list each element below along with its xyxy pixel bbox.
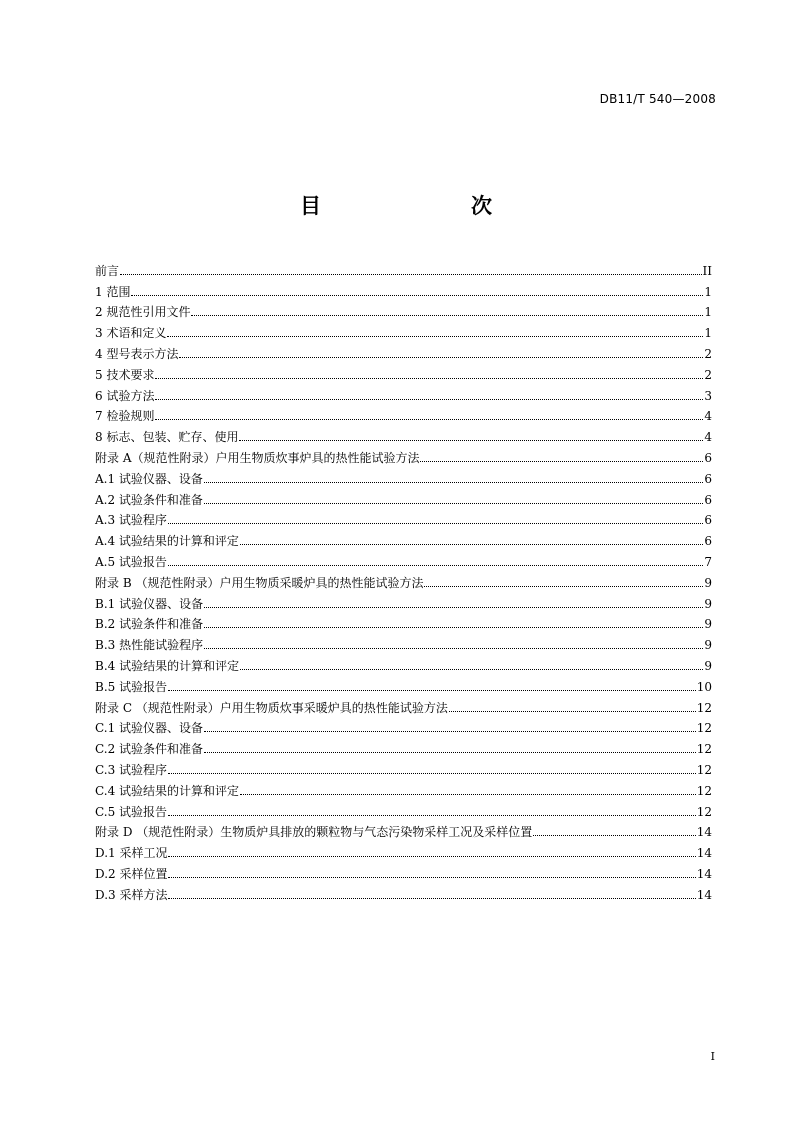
toc-entry[interactable] [95, 881, 712, 902]
toc-entry-label: 附录 D （规范性附录）生物质炉具排放的颗粒物与气态污染物采样工况及采样位置 [95, 825, 533, 840]
toc-entry-page: 1 [704, 326, 712, 341]
toc-entry-label: 前言 [95, 263, 120, 278]
toc-entry[interactable] [95, 611, 712, 632]
toc-entry-page: 6 [704, 471, 712, 486]
toc-entry[interactable] [95, 507, 712, 528]
toc-entry[interactable] [95, 839, 712, 860]
toc-entry-page: 1 [704, 284, 712, 299]
toc-dot-leader [168, 814, 696, 816]
toc-dot-leader [204, 647, 703, 649]
toc-dot-leader [168, 564, 703, 566]
toc-entry-label: A.5 试验报告 [95, 554, 167, 569]
toc-entry-label: 6 试验方法 [95, 388, 155, 403]
toc-entry-page: 2 [704, 367, 712, 382]
toc-entry[interactable] [95, 278, 712, 299]
toc-dot-leader [155, 377, 703, 379]
toc-entry-page: 2 [704, 346, 712, 361]
toc-entry[interactable] [95, 673, 712, 694]
toc-dot-leader [168, 897, 695, 899]
toc-entry[interactable] [95, 715, 712, 736]
toc-entry[interactable] [95, 361, 712, 382]
toc-entry-label: B.5 试验报告 [95, 679, 168, 694]
toc-entry-label: A.2 试验条件和准备 [95, 492, 203, 507]
toc-entry-page: 7 [704, 554, 712, 569]
toc-entry[interactable] [95, 756, 712, 777]
toc-dot-leader [155, 398, 703, 400]
toc-entry[interactable] [95, 548, 712, 569]
toc-dot-leader [167, 335, 703, 337]
toc-entry-page: 6 [704, 513, 712, 528]
toc-entry[interactable] [95, 257, 712, 278]
toc-entry-page: 12 [696, 804, 712, 819]
toc-entry-page: 9 [704, 596, 712, 611]
toc-dot-leader [204, 502, 703, 504]
toc-entry-label: 4 型号表示方法 [95, 346, 179, 361]
toc-dot-leader [240, 543, 703, 545]
toc-entry-label: B.4 试验结果的计算和评定 [95, 658, 240, 673]
toc-entry[interactable] [95, 444, 712, 465]
toc-dot-leader [168, 689, 696, 691]
toc-dot-leader [191, 314, 703, 316]
toc-entry[interactable] [95, 299, 712, 320]
toc-entry-label: 3 术语和定义 [95, 326, 167, 341]
toc-entry-label: A.3 试验程序 [95, 513, 167, 528]
toc-entry-label: B.2 试验条件和准备 [95, 617, 204, 632]
toc-entry-page: 12 [696, 721, 712, 736]
toc-entry-label: 7 检验规则 [95, 409, 155, 424]
toc-dot-leader [168, 522, 703, 524]
toc-entry[interactable] [95, 423, 712, 444]
toc-entry-label: 附录 C （规范性附录）户用生物质炊事采暖炉具的热性能试验方法 [95, 700, 448, 715]
toc-entry[interactable] [95, 631, 712, 652]
toc-entry-label: 2 规范性引用文件 [95, 305, 191, 320]
toc-entry-page: 6 [704, 534, 712, 549]
toc-dot-leader [204, 606, 703, 608]
toc-entry-label: 8 标志、包装、贮存、使用 [95, 430, 239, 445]
page-title: 目 次 [300, 194, 528, 218]
toc-entry-page: 12 [696, 762, 712, 777]
toc-entry-label: D.3 采样方法 [95, 887, 168, 902]
toc-entry-label: C.1 试验仪器、设备 [95, 721, 204, 736]
toc-entry-label: 附录 B （规范性附录）户用生物质采暖炉具的热性能试验方法 [95, 575, 424, 590]
toc-entry-page: 14 [696, 866, 712, 881]
toc-entry-label: C.4 试验结果的计算和评定 [95, 783, 240, 798]
toc-entry[interactable] [95, 777, 712, 798]
toc-entry[interactable] [95, 819, 712, 840]
toc-dot-leader [204, 626, 703, 628]
toc-entry-page: 14 [696, 887, 712, 902]
toc-entry-label: C.2 试验条件和准备 [95, 742, 204, 757]
toc-dot-leader [155, 418, 703, 420]
toc-entry[interactable] [95, 382, 712, 403]
page-number: I [710, 1050, 715, 1063]
standard-code: DB11/T 540—2008 [599, 92, 716, 106]
toc-dot-leader [204, 730, 696, 732]
toc-dot-leader [168, 876, 695, 878]
toc-entry-label: A.4 试验结果的计算和评定 [95, 534, 239, 549]
toc-entry-label: B.1 试验仪器、设备 [95, 596, 204, 611]
toc-entry-label: D.2 采样位置 [95, 866, 168, 881]
toc-entry[interactable] [95, 486, 712, 507]
toc-dot-leader [240, 668, 703, 670]
toc-entry-page: II [702, 263, 712, 278]
toc-entry-label: 附录 A（规范性附录）户用生物质炊事炉具的热性能试验方法 [95, 450, 420, 465]
toc-dot-leader [179, 356, 703, 358]
toc-entry-page: 14 [696, 846, 712, 861]
toc-entry-page: 6 [704, 450, 712, 465]
toc-dot-leader [120, 273, 702, 275]
toc-dot-leader [168, 772, 696, 774]
toc-dot-leader [424, 585, 703, 587]
toc-dot-leader [204, 751, 696, 753]
toc-entry-page: 6 [704, 492, 712, 507]
toc-dot-leader [131, 294, 703, 296]
toc-entry-label: 5 技术要求 [95, 367, 155, 382]
toc-entry[interactable] [95, 319, 712, 340]
toc-entry[interactable] [95, 527, 712, 548]
toc-entry[interactable] [95, 403, 712, 424]
toc-entry-page: 14 [696, 825, 712, 840]
toc-entry-page: 9 [704, 617, 712, 632]
toc-entry[interactable] [95, 860, 712, 881]
toc-entry-label: D.1 采样工况 [95, 846, 168, 861]
toc-entry[interactable] [95, 694, 712, 715]
toc-entry[interactable] [95, 569, 712, 590]
toc-entry[interactable] [95, 465, 712, 486]
toc-entry[interactable] [95, 340, 712, 361]
toc-entry-page: 9 [704, 658, 712, 673]
toc-entry-label: C.5 试验报告 [95, 804, 168, 819]
toc-dot-leader [420, 460, 703, 462]
toc-entry-page: 10 [696, 679, 712, 694]
toc-entry-page: 4 [704, 409, 712, 424]
toc-entry-page: 1 [704, 305, 712, 320]
toc-dot-leader [239, 439, 703, 441]
toc-entry-label: B.3 热性能试验程序 [95, 638, 204, 653]
toc-dot-leader [204, 481, 703, 483]
toc-dot-leader [533, 834, 695, 836]
toc-entry-page: 4 [704, 430, 712, 445]
toc-entry[interactable] [95, 798, 712, 819]
toc-entry-page: 9 [704, 575, 712, 590]
toc-entry[interactable] [95, 652, 712, 673]
toc-dot-leader [168, 855, 695, 857]
toc-entry[interactable] [95, 590, 712, 611]
toc-entry-page: 12 [696, 700, 712, 715]
toc-entry-page: 12 [696, 783, 712, 798]
table-of-contents [95, 257, 712, 902]
toc-entry[interactable] [95, 735, 712, 756]
toc-entry-page: 3 [704, 388, 712, 403]
toc-entry-page: 12 [696, 742, 712, 757]
toc-entry-label: 1 范围 [95, 284, 131, 299]
toc-dot-leader [240, 793, 696, 795]
toc-entry-page: 9 [704, 638, 712, 653]
toc-entry-label: A.1 试验仪器、设备 [95, 471, 203, 486]
toc-dot-leader [449, 710, 696, 712]
toc-entry-label: C.3 试验程序 [95, 762, 168, 777]
